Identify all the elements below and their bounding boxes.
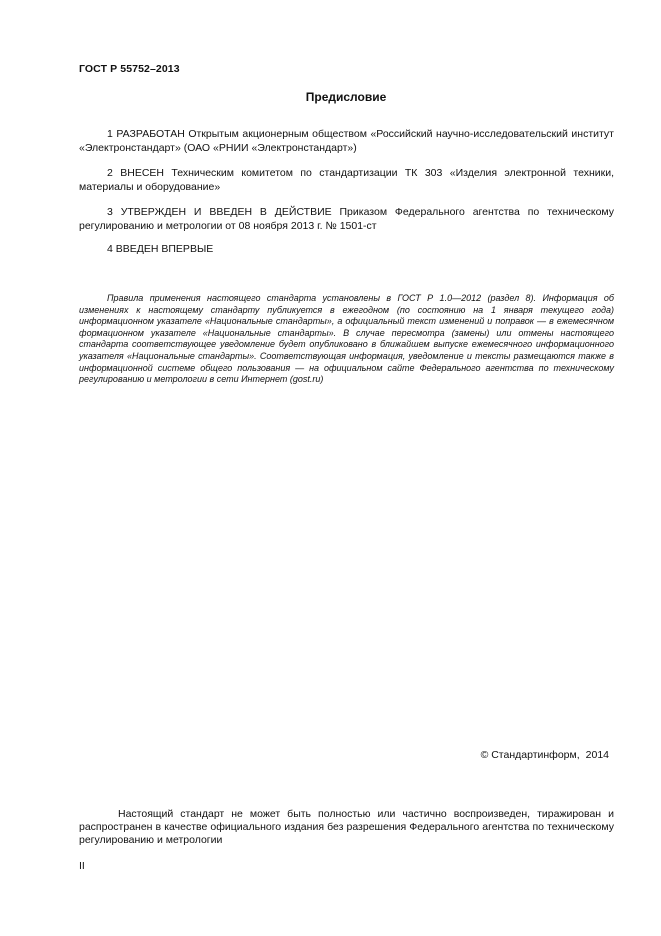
foreword-item-2: 2 ВНЕСЕН Техническим комитетом по стандартизации ТК 303 «Изделия электронной техники, материалы и оборудование» bbox=[79, 167, 614, 193]
application-note: Правила применения настоящего стандарта установлены в ГОСТ Р 1.0—2012 (раздел 8). Информация об изменениях к настоящему стандарту публикуется в ежегодном (по состоянию на 1 января текущего года) информационном указателе «Национальные стандарты», а официальный текст изменений и поправок — в ежемесячном формационном указателе «Национальные стандарты». В случае пересмотра (замены) или отмены настоящего стандарта соответствующее уведомление будет опубликовано в ближайшем выпуске ежемесячного информационного указателя «Национальные стандарты». Соответствующая информация, уведомление и тексты размещаются также в информационной системе общего пользования — на официальном сайте Федерального агентства по техническому регулированию и метрологии в сети Интернет (gost.ru) bbox=[79, 293, 614, 385]
foreword-item-3: 3 УТВЕРЖДЕН И ВВЕДЕН В ДЕЙСТВИЕ Приказом Федерального агентства по техническому регулированию и метрологии от 08 ноября 2013 г. № 1501-ст bbox=[79, 206, 614, 232]
section-title: Предисловие bbox=[305, 90, 387, 104]
copyright-year: 2014 bbox=[585, 749, 609, 761]
copyright-line bbox=[481, 749, 609, 761]
foreword-item-4: 4 ВВЕДЕН ВПЕРВЫЕ bbox=[107, 243, 214, 255]
copyright-text: © Стандартинформ, bbox=[480, 749, 580, 761]
page-number: II bbox=[79, 860, 85, 872]
document-code: ГОСТ Р 55752–2013 bbox=[79, 63, 180, 75]
foreword-item-1: 1 РАЗРАБОТАН Открытым акционерным обществом «Российский научно-исследовательский институт «Электронстандарт» (ОАО «РНИИ «Электронстандарт») bbox=[79, 128, 614, 154]
reproduction-notice: Настоящий стандарт не может быть полностью или частично воспроизведен, тиражирован и распространен в качестве официального издания без разрешения Федерального агентства по техническому регулированию и метрологии bbox=[79, 808, 614, 846]
